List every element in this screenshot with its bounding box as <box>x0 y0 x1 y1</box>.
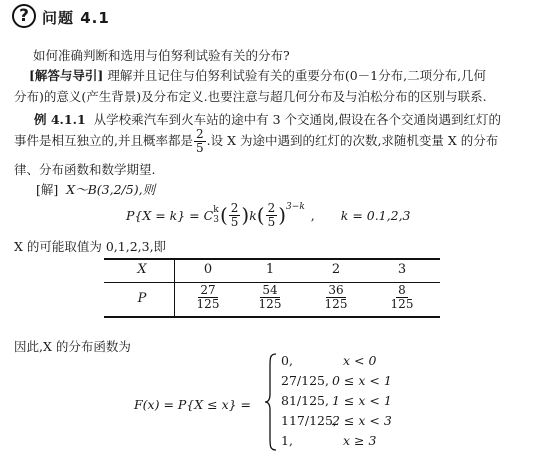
pmf-superscript: k <box>213 205 219 215</box>
pmf-formula: P{X = k} = C k 3 ( $\frac{2}{5}$ ) k ( $\frac{2}{5}$ ) 3−k , k = 0.1,2,3 <box>126 200 411 229</box>
cdf-case-condition: 2 ≤ x < 3 <box>332 413 392 428</box>
p-denominator: 125 <box>324 297 348 311</box>
cdf-case-condition: x ≥ 3 <box>343 433 377 448</box>
cdf-lhs: F(x) = P{X ≤ x} = <box>134 397 252 412</box>
table-x-value: 2 <box>331 262 341 277</box>
example-text-2a: 事件是相互独立的,并且概率都是 <box>14 133 193 148</box>
p-numerator: 8 <box>398 283 406 297</box>
cdf-case-value: 27/125, <box>281 373 329 388</box>
p-denominator: 125 <box>258 297 282 311</box>
cdf-intro: 因此,X 的分布函数为 <box>14 339 131 354</box>
table-p-value <box>384 284 420 311</box>
table-x-value: 3 <box>397 262 407 277</box>
guide-line-2: 分布)的意义(产生背景)及分布定义.也要注意与超几何分布及与泊松分布的区别与联系. <box>14 89 487 104</box>
cdf-case-condition: 0 ≤ x < 1 <box>332 373 392 388</box>
table-x-value: 1 <box>265 262 275 277</box>
table-bottom-rule <box>104 316 440 318</box>
pmf-k: k <box>249 207 257 223</box>
fraction-denominator: 5 <box>195 141 204 155</box>
solution-text: X～B(3,2/5),则 <box>66 182 156 197</box>
pmf-lhs: P{X = k} = C <box>126 207 214 223</box>
pmf-subscript: 3 <box>213 215 219 225</box>
pmf-frac1-num: 2 <box>230 200 239 215</box>
pmf-exponent: 3−k <box>286 202 305 212</box>
cdf-case-value: 1, <box>281 433 293 448</box>
question-mark-icon: ? <box>12 4 36 28</box>
example-line-1 <box>34 110 501 128</box>
table-top-rule <box>104 258 440 260</box>
p-numerator: 54 <box>262 283 278 297</box>
example-text-2b: .设 X 为途中遇到的红灯的次数,求随机变量 X 的分布 <box>206 133 499 148</box>
p-denominator: 125 <box>390 297 414 311</box>
table-x-header: X <box>137 262 147 277</box>
p-numerator: 36 <box>328 283 344 297</box>
pmf-frac2-den: 5 <box>267 214 276 229</box>
pmf-frac1-den: 5 <box>230 214 239 229</box>
question-text: 如何准确判断和选用与伯努利试验有关的分布? <box>33 48 290 63</box>
cdf-case-condition: x < 0 <box>343 353 377 368</box>
guide-text-1: 理解并且记住与伯努利试验有关的重要分布(0－1分布,二项分布,几何 <box>107 68 487 83</box>
probability-fraction <box>194 128 206 155</box>
fraction-numerator: 2 <box>195 127 204 141</box>
example-text-1: 从学校乘汽车到火车站的途中有 3 个交通岗,假设在各个交通岗遇到红灯的 <box>93 112 501 127</box>
solution-label: [解] <box>36 182 59 197</box>
table-vertical-rule <box>174 258 175 317</box>
p-numerator: 27 <box>200 283 216 297</box>
p-denominator: 125 <box>196 297 220 311</box>
values-line: X 的可能取值为 0,1,2,3,即 <box>14 239 167 254</box>
cdf-case-value: 117/125, <box>281 413 337 428</box>
cdf-case-value: 0, <box>281 353 293 368</box>
cdf-brace <box>264 352 278 452</box>
cdf-case-value: 81/125, <box>281 393 329 408</box>
table-x-value: 0 <box>203 262 213 277</box>
table-p-value <box>252 284 288 311</box>
section-title: 问题 4.1 <box>42 9 110 27</box>
table-p-header: P <box>137 291 147 306</box>
binomial-indices <box>213 205 219 225</box>
table-p-value <box>190 284 226 311</box>
example-label: 例 4.1.1 <box>34 112 86 127</box>
example-line-3: 律、分布函数和数学期望. <box>14 162 156 177</box>
cdf-case-condition: 1 ≤ x < 1 <box>332 393 392 408</box>
table-p-value <box>318 284 354 311</box>
example-line-2 <box>14 127 498 155</box>
pmf-frac2-num: 2 <box>267 200 276 215</box>
guide-line-1 <box>29 66 486 84</box>
solution-line <box>36 180 155 198</box>
pmf-k-range: k = 0.1,2,3 <box>340 207 411 223</box>
guide-label: [解答与导引] <box>29 68 104 83</box>
